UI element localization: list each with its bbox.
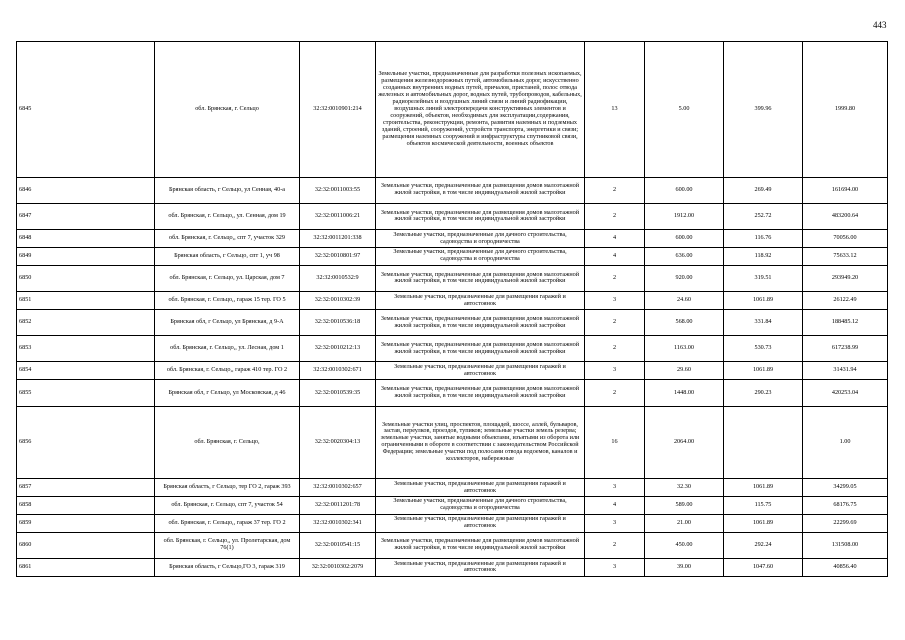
parcel-number: 6855 [17, 380, 155, 406]
parcel-number: 6849 [17, 247, 155, 265]
parcel-address: обл. Брянская, г. Сельцо,, ул. Лесная, дом 1 [155, 336, 300, 362]
cadastral-number: 32:32:0011006:21 [300, 203, 376, 229]
parcel-area: 24.60 [645, 292, 724, 310]
table-row [17, 265, 888, 291]
parcel-area: 600.00 [645, 230, 724, 248]
land-use-type: Земельные участки, предназначенные для размещения домов малоэтажной жилой застройки, в том числе индивидуальной жилой застройки [376, 265, 585, 291]
cadastral-value: 1999.80 [803, 42, 888, 178]
cadastral-number: 32:32:0010539:35 [300, 380, 376, 406]
cadastral-value: 188485.12 [803, 309, 888, 335]
cadastral-value: 617238.99 [803, 336, 888, 362]
parcel-address: обл. Брянская, г. Сельцо,, ул. Сенная, дом 19 [155, 203, 300, 229]
specific-value: 1061.89 [724, 479, 803, 497]
use-group: 3 [585, 514, 645, 532]
cadastral-value: 40856.40 [803, 558, 888, 576]
table-row [17, 230, 888, 248]
cadastral-value: 70056.00 [803, 230, 888, 248]
specific-value: 252.72 [724, 203, 803, 229]
parcel-number: 6859 [17, 514, 155, 532]
cadastral-number: 32:32:0010302:2079 [300, 558, 376, 576]
table-row [17, 558, 888, 576]
use-group: 4 [585, 496, 645, 514]
land-use-type: Земельные участки, предназначенные для размещения домов малоэтажной жилой застройки, в том числе индивидуальной жилой застройки [376, 177, 585, 203]
land-use-type: Земельные участки, предназначенные для размещения домов малоэтажной жилой застройки, в том числе индивидуальной жилой застройки [376, 336, 585, 362]
parcel-number: 6847 [17, 203, 155, 229]
cadastral-number: 32:32:0011201:338 [300, 230, 376, 248]
cadastral-number: 32:32:0020304:13 [300, 406, 376, 479]
table-row [17, 406, 888, 479]
parcel-address: Брянская область, г Сельцо, ул Сенная, 40-а [155, 177, 300, 203]
parcel-area: 636.00 [645, 247, 724, 265]
specific-value: 118.92 [724, 247, 803, 265]
specific-value: 1061.89 [724, 514, 803, 532]
cadastral-value: 26122.49 [803, 292, 888, 310]
use-group: 3 [585, 292, 645, 310]
cadastral-number: 32:32:0010302:671 [300, 362, 376, 380]
parcel-area: 450.00 [645, 532, 724, 558]
cadastral-value: 34299.05 [803, 479, 888, 497]
specific-value: 319.51 [724, 265, 803, 291]
parcel-area: 600.00 [645, 177, 724, 203]
table-row [17, 292, 888, 310]
parcel-address: обл. Брянская, г. Сельцо,, гараж 15 тер. ГО 5 [155, 292, 300, 310]
parcel-area: 920.00 [645, 265, 724, 291]
cadastral-number: 32:32:0011003:55 [300, 177, 376, 203]
parcel-number: 6850 [17, 265, 155, 291]
parcel-area: 568.00 [645, 309, 724, 335]
land-use-type: Земельные участки, предназначенные для размещения домов малоэтажной жилой застройки, в том числе индивидуальной жилой застройки [376, 203, 585, 229]
land-use-type: Земельные участки, предназначенные для дачного строительства, садоводства и огородничества [376, 230, 585, 248]
specific-value: 116.76 [724, 230, 803, 248]
use-group: 13 [585, 42, 645, 178]
land-use-type: Земельные участки, предназначенные для размещения гаражей и автостоянок [376, 479, 585, 497]
parcel-address: обл. Брянская, г. Сельцо, ул. Царская, дом 7 [155, 265, 300, 291]
land-use-type: Земельные участки, предназначенные для размещения гаражей и автостоянок [376, 514, 585, 532]
specific-value: 331.84 [724, 309, 803, 335]
parcel-area: 21.00 [645, 514, 724, 532]
parcel-address: обл. Брянская, г. Сельцо, [155, 406, 300, 479]
parcel-area: 5.00 [645, 42, 724, 178]
specific-value [724, 406, 803, 479]
use-group: 2 [585, 177, 645, 203]
land-use-type: Земельные участки, предназначенные для дачного строительства, садоводства и огородничества [376, 247, 585, 265]
parcel-number: 6851 [17, 292, 155, 310]
land-use-type: Земельные участки, предназначенные для размещения гаражей и автостоянок [376, 292, 585, 310]
land-use-type: Земельные участки, предназначенные для размещения домов малоэтажной жилой застройки, в том числе индивидуальной жилой застройки [376, 380, 585, 406]
cadastral-value: 75633.12 [803, 247, 888, 265]
parcel-address: обл. Брянская, г. Сельцо, спт 7, участок 54 [155, 496, 300, 514]
land-use-type: Земельные участки, предназначенные для размещения гаражей и автостоянок [376, 362, 585, 380]
cadastral-number: 32:32:0010212:13 [300, 336, 376, 362]
table-row [17, 309, 888, 335]
specific-value: 1061.89 [724, 292, 803, 310]
cadastral-number: 32:32:0010302:39 [300, 292, 376, 310]
parcel-number: 6853 [17, 336, 155, 362]
use-group: 3 [585, 362, 645, 380]
land-use-type: Земельные участки, предназначенные для размещения домов малоэтажной жилой застройки, в том числе индивидуальной жилой застройки [376, 309, 585, 335]
table-row [17, 42, 888, 178]
parcel-area: 32.30 [645, 479, 724, 497]
parcel-number: 6858 [17, 496, 155, 514]
use-group: 4 [585, 247, 645, 265]
specific-value: 399.96 [724, 42, 803, 178]
table-row [17, 362, 888, 380]
cadastral-value: 293949.20 [803, 265, 888, 291]
parcel-area: 39.00 [645, 558, 724, 576]
specific-value: 115.75 [724, 496, 803, 514]
cadastral-value: 420253.04 [803, 380, 888, 406]
use-group: 16 [585, 406, 645, 479]
parcel-number: 6846 [17, 177, 155, 203]
table-row [17, 380, 888, 406]
land-use-type: Земельные участки, предназначенные для дачного строительства, садоводства и огородничества [376, 496, 585, 514]
use-group: 2 [585, 309, 645, 335]
table-row [17, 496, 888, 514]
parcel-address: обл. Брянская, г. Сельцо,, гараж 37 тер. ГО 2 [155, 514, 300, 532]
parcel-address: обл. Брянская, г. Сельцо,, гараж 410 тер. ГО 2 [155, 362, 300, 380]
parcel-address: Брянская обл, г Сельцо, ул Брянская, д 9-А [155, 309, 300, 335]
land-use-type: Земельные участки, предназначенные для разработки полезных ископаемых, размещения железнодорожных путей, автомобильных дорог, искусственно созданных внутренних водных путей, причалов, пристаней, полос отвода железных и автомобильных дорог, водных путей, трубопроводов, кабельных, радиорелейных и воздушных линий связи и линий радиофикации, воздушных линий электропередачи конструктивных элементов и сооружений, объектов, необходимых для эксплуатации,содержания, строительства, реконструкции, ремонта, развития наземных и подземных зданий, строений, сооружений, устройств транспорта, энергетики и связи; размещения наземных сооружений и инфраструктуры спутниковой связи, объектов космической деятельности, военных объектов [376, 42, 585, 178]
use-group: 3 [585, 558, 645, 576]
table-row [17, 247, 888, 265]
cadastral-value: 131508.00 [803, 532, 888, 558]
use-group: 2 [585, 203, 645, 229]
land-use-type: Земельные участки, предназначенные для размещения домов малоэтажной жилой застройки, в том числе индивидуальной жилой застройки [376, 532, 585, 558]
specific-value: 530.73 [724, 336, 803, 362]
parcel-area: 1448.00 [645, 380, 724, 406]
parcel-address: обл. Брянская, г. Сельцо [155, 42, 300, 178]
parcel-area: 2064.00 [645, 406, 724, 479]
table-row [17, 514, 888, 532]
table-row [17, 532, 888, 558]
parcel-address: Брянская обл, г Сельцо, ул Московская, д 46 [155, 380, 300, 406]
parcel-number: 6845 [17, 42, 155, 178]
parcel-number: 6857 [17, 479, 155, 497]
cadastral-number: 32:32:0011201:78 [300, 496, 376, 514]
cadastral-value: 161694.00 [803, 177, 888, 203]
parcel-number: 6856 [17, 406, 155, 479]
use-group: 4 [585, 230, 645, 248]
parcel-area: 29.60 [645, 362, 724, 380]
use-group: 3 [585, 479, 645, 497]
cadastral-value: 31431.94 [803, 362, 888, 380]
cadastral-value: 68176.75 [803, 496, 888, 514]
table-row [17, 177, 888, 203]
parcel-address: обл. Брянская, г. Сельцо,, спт 7, участок 329 [155, 230, 300, 248]
table-row [17, 203, 888, 229]
specific-value: 292.24 [724, 532, 803, 558]
cadastral-value: 22299.69 [803, 514, 888, 532]
specific-value: 1061.89 [724, 362, 803, 380]
parcel-number: 6848 [17, 230, 155, 248]
land-use-type: Земельные участки, предназначенные для размещения гаражей и автостоянок [376, 558, 585, 576]
cadastral-number: 32:32:0010801:97 [300, 247, 376, 265]
table-row [17, 336, 888, 362]
cadastral-number: 32:32:0010901:214 [300, 42, 376, 178]
land-registry-table [16, 41, 888, 577]
cadastral-value: 1.00 [803, 406, 888, 479]
cadastral-value: 483200.64 [803, 203, 888, 229]
cadastral-number: 32:32:0010541:15 [300, 532, 376, 558]
parcel-area: 1163.00 [645, 336, 724, 362]
specific-value: 290.23 [724, 380, 803, 406]
use-group: 2 [585, 380, 645, 406]
use-group: 2 [585, 532, 645, 558]
parcel-address: Брянская область, г Сельцо, спт 1, уч 98 [155, 247, 300, 265]
cadastral-number: 32:32:0010536:18 [300, 309, 376, 335]
land-use-type: Земельные участки улиц, проспектов, площадей, шоссе, аллей, бульваров, застав, переулков, проездов, тупиков; земельные участки земель резерва; земельные участки, занятые водными объектами, изъятыми из оборота или ограниченными в обороте в соответствии с законодательством Российской Федерации; земельные участки под полосами отвода водоемов, каналов и коллекторов, набережные [376, 406, 585, 479]
parcel-address: Брянская область, г Сельцо,ГО 3, гараж 319 [155, 558, 300, 576]
cadastral-number: 32:32:0010302:657 [300, 479, 376, 497]
use-group: 2 [585, 336, 645, 362]
parcel-area: 1912.00 [645, 203, 724, 229]
table-row [17, 479, 888, 497]
parcel-area: 589.00 [645, 496, 724, 514]
cadastral-number: 32:32:0010302:341 [300, 514, 376, 532]
parcel-number: 6861 [17, 558, 155, 576]
specific-value: 1047.60 [724, 558, 803, 576]
parcel-number: 6852 [17, 309, 155, 335]
parcel-number: 6860 [17, 532, 155, 558]
specific-value: 269.49 [724, 177, 803, 203]
parcel-number: 6854 [17, 362, 155, 380]
page-number: 443 [873, 20, 887, 30]
parcel-address: Брянская область, г Сельцо, тер ГО 2, гараж 393 [155, 479, 300, 497]
use-group: 2 [585, 265, 645, 291]
cadastral-number: 32:32:0010532:9 [300, 265, 376, 291]
parcel-address: обл. Брянская, г. Сельцо,, ул. Пролетарская, дом 76(1) [155, 532, 300, 558]
